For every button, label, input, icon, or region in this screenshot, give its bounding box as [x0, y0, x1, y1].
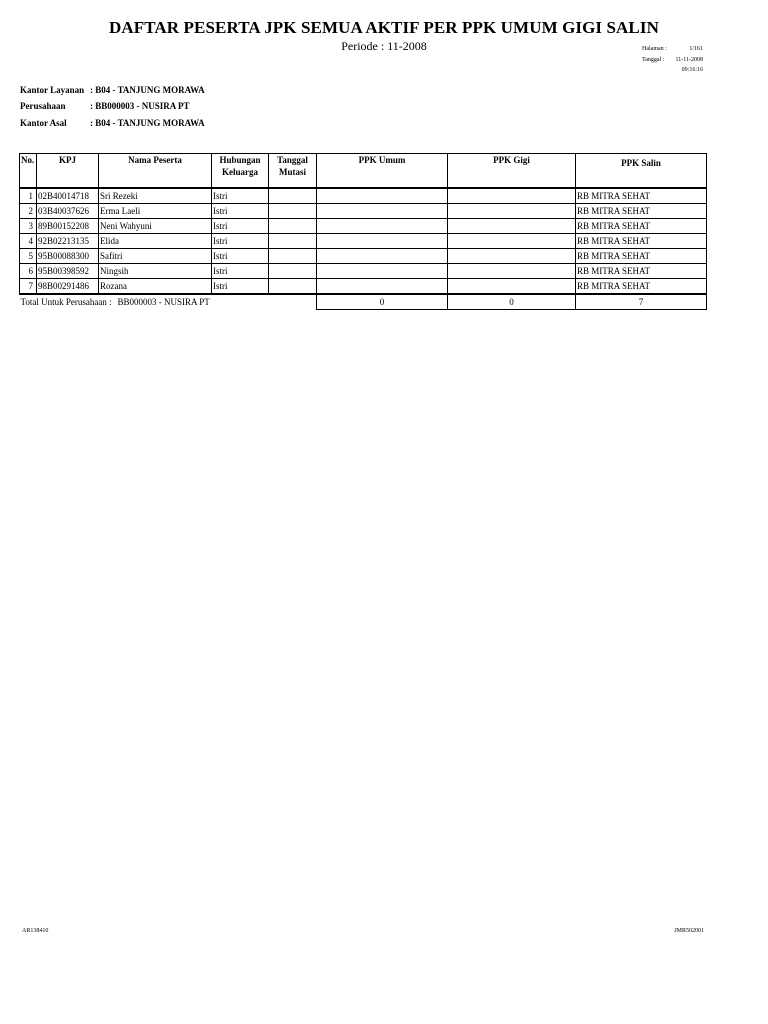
- row-ppk-salin: RB MITRA SEHAT: [576, 234, 707, 249]
- table-row: [20, 188, 707, 204]
- row-ppk-gigi: [448, 234, 576, 249]
- row-ppk-umum: [317, 219, 448, 234]
- row-kpj: 02B40014718: [37, 188, 99, 204]
- total-ppk-salin: 7: [576, 294, 707, 310]
- row-ppk-umum: [317, 234, 448, 249]
- info-value-kantor-asal: : B04 - TANJUNG MORAWA: [90, 118, 205, 128]
- total-label: Total Untuk Perusahaan :: [20, 297, 112, 308]
- date-value: 11-11-2008: [675, 57, 703, 63]
- row-nama: Rozana: [99, 279, 212, 295]
- footer-right-code: JMR502001: [674, 928, 704, 934]
- info-value-perusahaan: : BB000003 - NUSIRA PT: [90, 101, 190, 111]
- row-ppk-umum: [317, 279, 448, 295]
- total-company: BB000003 - NUSIRA PT: [117, 297, 210, 308]
- row-ppk-umum: [317, 264, 448, 279]
- table-row: [20, 204, 707, 219]
- row-ppk-salin: RB MITRA SEHAT: [576, 219, 707, 234]
- table-row: [20, 264, 707, 279]
- row-no: 4: [20, 234, 37, 249]
- row-hubungan: Istri: [212, 234, 269, 249]
- row-ppk-gigi: [448, 204, 576, 219]
- time-value: 09:16:16: [681, 67, 703, 73]
- page-label: Halaman :: [642, 46, 667, 52]
- row-tanggal: [269, 188, 317, 204]
- row-kpj: 98B00291486: [37, 279, 99, 295]
- row-hubungan: Istri: [212, 188, 269, 204]
- table-row: [20, 279, 707, 295]
- row-ppk-salin: RB MITRA SEHAT: [576, 264, 707, 279]
- row-tanggal: [269, 219, 317, 234]
- table-row: [20, 249, 707, 264]
- row-ppk-gigi: [448, 264, 576, 279]
- info-value-kantor-layanan: : B04 - TANJUNG MORAWA: [90, 85, 205, 95]
- row-ppk-gigi: [448, 279, 576, 295]
- row-hubungan: Istri: [212, 279, 269, 295]
- row-kpj: 95B00398592: [37, 264, 99, 279]
- row-nama: Sri Rezeki: [99, 188, 212, 204]
- table-header-row: [20, 154, 707, 189]
- info-label-kantor-asal: Kantor Asal: [20, 118, 67, 128]
- row-hubungan: Istri: [212, 249, 269, 264]
- row-ppk-salin: RB MITRA SEHAT: [576, 279, 707, 295]
- col-header-ppk-salin: PPK Salin: [576, 154, 707, 189]
- table-row: [20, 234, 707, 249]
- row-ppk-salin: RB MITRA SEHAT: [576, 249, 707, 264]
- row-nama: Neni Wahyuni: [99, 219, 212, 234]
- report-title: DAFTAR PESERTA JPK SEMUA AKTIF PER PPK UMUM GIGI SALIN: [109, 18, 659, 37]
- col-header-tanggal: Tanggal Mutasi: [269, 154, 317, 189]
- row-ppk-umum: [317, 204, 448, 219]
- row-nama: Erma Laeli: [99, 204, 212, 219]
- total-spacer: [212, 294, 317, 310]
- row-tanggal: [269, 204, 317, 219]
- col-header-nama: Nama Peserta: [99, 154, 212, 189]
- row-tanggal: [269, 249, 317, 264]
- col-header-kpj: KPJ: [37, 154, 99, 189]
- col-header-no: No.: [20, 154, 37, 189]
- row-kpj: 92B02213135: [37, 234, 99, 249]
- row-hubungan: Istri: [212, 219, 269, 234]
- row-no: 7: [20, 279, 37, 295]
- participant-table: [19, 153, 707, 310]
- report-period: Periode : 11-2008: [341, 39, 427, 53]
- row-kpj: 95B00088300: [37, 249, 99, 264]
- row-hubungan: Istri: [212, 204, 269, 219]
- row-tanggal: [269, 264, 317, 279]
- row-ppk-salin: RB MITRA SEHAT: [576, 188, 707, 204]
- row-ppk-gigi: [448, 188, 576, 204]
- row-ppk-gigi: [448, 219, 576, 234]
- table-row: [20, 219, 707, 234]
- row-no: 2: [20, 204, 37, 219]
- col-header-ppk-umum: PPK Umum: [317, 154, 448, 189]
- row-ppk-umum: [317, 249, 448, 264]
- info-label-kantor-layanan: Kantor Layanan: [20, 85, 85, 95]
- info-label-perusahaan: Perusahaan: [20, 101, 66, 111]
- row-ppk-salin: RB MITRA SEHAT: [576, 204, 707, 219]
- row-nama: Safitri: [99, 249, 212, 264]
- row-hubungan: Istri: [212, 264, 269, 279]
- col-header-hubungan: Hubungan Keluarga: [212, 154, 269, 189]
- row-nama: Ningsih: [99, 264, 212, 279]
- total-ppk-gigi: 0: [448, 294, 576, 310]
- row-kpj: 89B00152208: [37, 219, 99, 234]
- page-value: 1/161: [689, 46, 703, 52]
- row-no: 3: [20, 219, 37, 234]
- row-ppk-gigi: [448, 249, 576, 264]
- row-no: 1: [20, 188, 37, 204]
- row-no: 6: [20, 264, 37, 279]
- total-label-cell: [20, 294, 212, 310]
- footer-left-code: AR138410: [22, 928, 49, 934]
- row-nama: Elida: [99, 234, 212, 249]
- row-tanggal: [269, 279, 317, 295]
- date-label: Tanggal :: [642, 57, 665, 63]
- total-ppk-umum: 0: [317, 294, 448, 310]
- row-tanggal: [269, 234, 317, 249]
- row-kpj: 03B40037626: [37, 204, 99, 219]
- total-row: [20, 294, 707, 310]
- row-ppk-umum: [317, 188, 448, 204]
- row-no: 5: [20, 249, 37, 264]
- col-header-ppk-gigi: PPK Gigi: [448, 154, 576, 189]
